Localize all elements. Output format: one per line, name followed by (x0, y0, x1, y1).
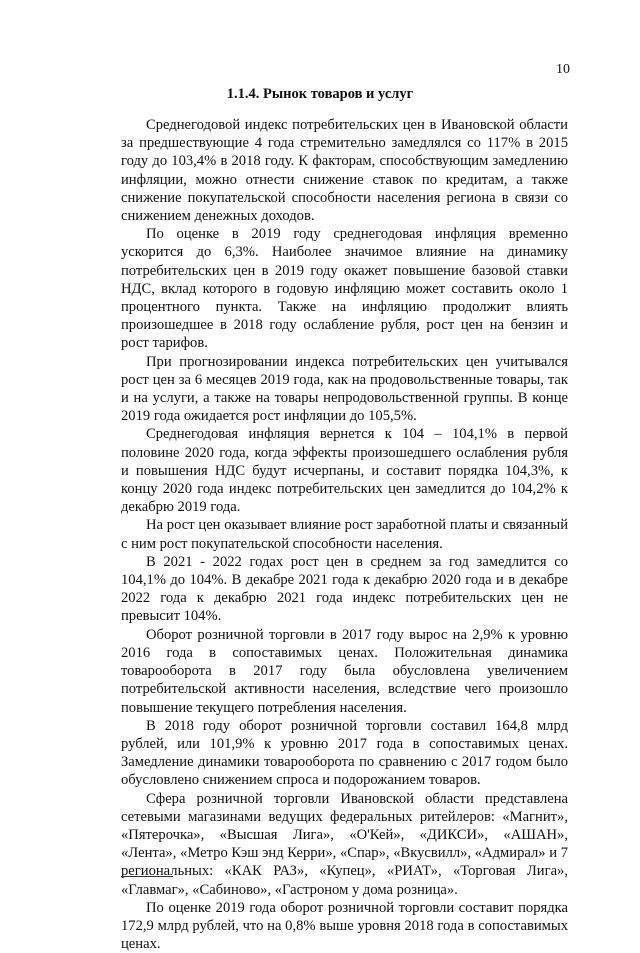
document-body (121, 116, 568, 953)
paragraph: В 2021 - 2022 годах рост цен в среднем за год замедлится со 104,1% до 104%. В декабре 2021 года к декабрю 2020 года и в декабре 2022 года к декабрю 2021 года индекс потребительских цен не превысит 104%. (121, 553, 568, 625)
paragraph: Среднегодовая инфляция вернется к 104 – 104,1% в первой половине 2020 года, когда эффекты произошедшего ослабления рубля и повышения НДС будут исчерпаны, и составит порядка 104,3%, к концу 2020 года индекс потребительских цен замедлится до 104,2% к декабрю 2019 года. (121, 426, 568, 516)
paragraph: Сфера розничной торговли Ивановской области представлена сетевыми магазинами ведущих федеральных ритейлеров: «Магнит», «Пятерочка», «Высшая Лига», «О'Кей», «ДИКСИ», «АШАН», «Лента», «Метро Кэш энд Керри», «Спар», «Вкусвилл», «Адмирал» и 7 региональных: «КАК РАЗ», «Купец», «РИАТ», «Торговая Лига», «Главмаг», «Сабиново», «Гастроном у дома розница». (121, 790, 568, 898)
paragraph: В 2018 году оборот розничной торговли составил 164,8 млрд рублей, или 101,9% к уровню 2017 года в сопоставимых ценах. Замедление динамики товарооборота по сравнению с 2017 годом было обусловлено снижением спроса и подорожанием товаров. (121, 717, 568, 789)
page-number: 10 (556, 62, 570, 77)
paragraph: При прогнозировании индекса потребительских цен учитывался рост цен за 6 месяцев 2019 года, как на продовольственные товары, так и на услуги, а также на товары непродовольственной группы. В конце 2019 года ожидается рост инфляции до 105,5%. (121, 353, 568, 425)
footnote-divider (121, 876, 173, 877)
section-heading: 1.1.4. Рынок товаров и услуг (226, 86, 414, 102)
paragraph: На рост цен оказывает влияние рост заработной платы и связанный с ним рост покупательской способности населения. (121, 517, 568, 552)
paragraph: По оценке 2019 года оборот розничной торговли составит порядка 172,9 млрд рублей, что на 0,8% выше уровня 2018 года в сопоставимых ценах. (121, 899, 568, 953)
paragraph: По оценке в 2019 году среднегодовая инфляция временно ускорится до 6,3%. Наиболее значимое влияние на динамику потребительских цен в 2019 году окажет повышение базовой ставки НДС, вклад которого в годовую инфляцию может составить около 1 процентного пункта. Также на инфляцию продолжит влиять произошедшее в 2018 году ослабление рубля, рост цен на бензин и рост тарифов. (121, 226, 568, 352)
paragraph: Оборот розничной торговли в 2017 году вырос на 2,9% к уровню 2016 года в сопоставимых ценах. Положительная динамика товарооборота в 2017 году была обусловлена увеличением потребительской активности населения, вследствие чего произошло повышение текущего потребления населения. (121, 626, 568, 716)
paragraph: Среднегодовой индекс потребительских цен в Ивановской области за предшествующие 4 года стремительно замедлялся со 117% в 2015 году до 103,4% в 2018 году. К факторам, способствующим замедлению инфляции, можно отнести снижение ставок по кредитам, а также снижение покупательской способности населения региона в связи со снижением денежных доходов. (121, 117, 568, 225)
